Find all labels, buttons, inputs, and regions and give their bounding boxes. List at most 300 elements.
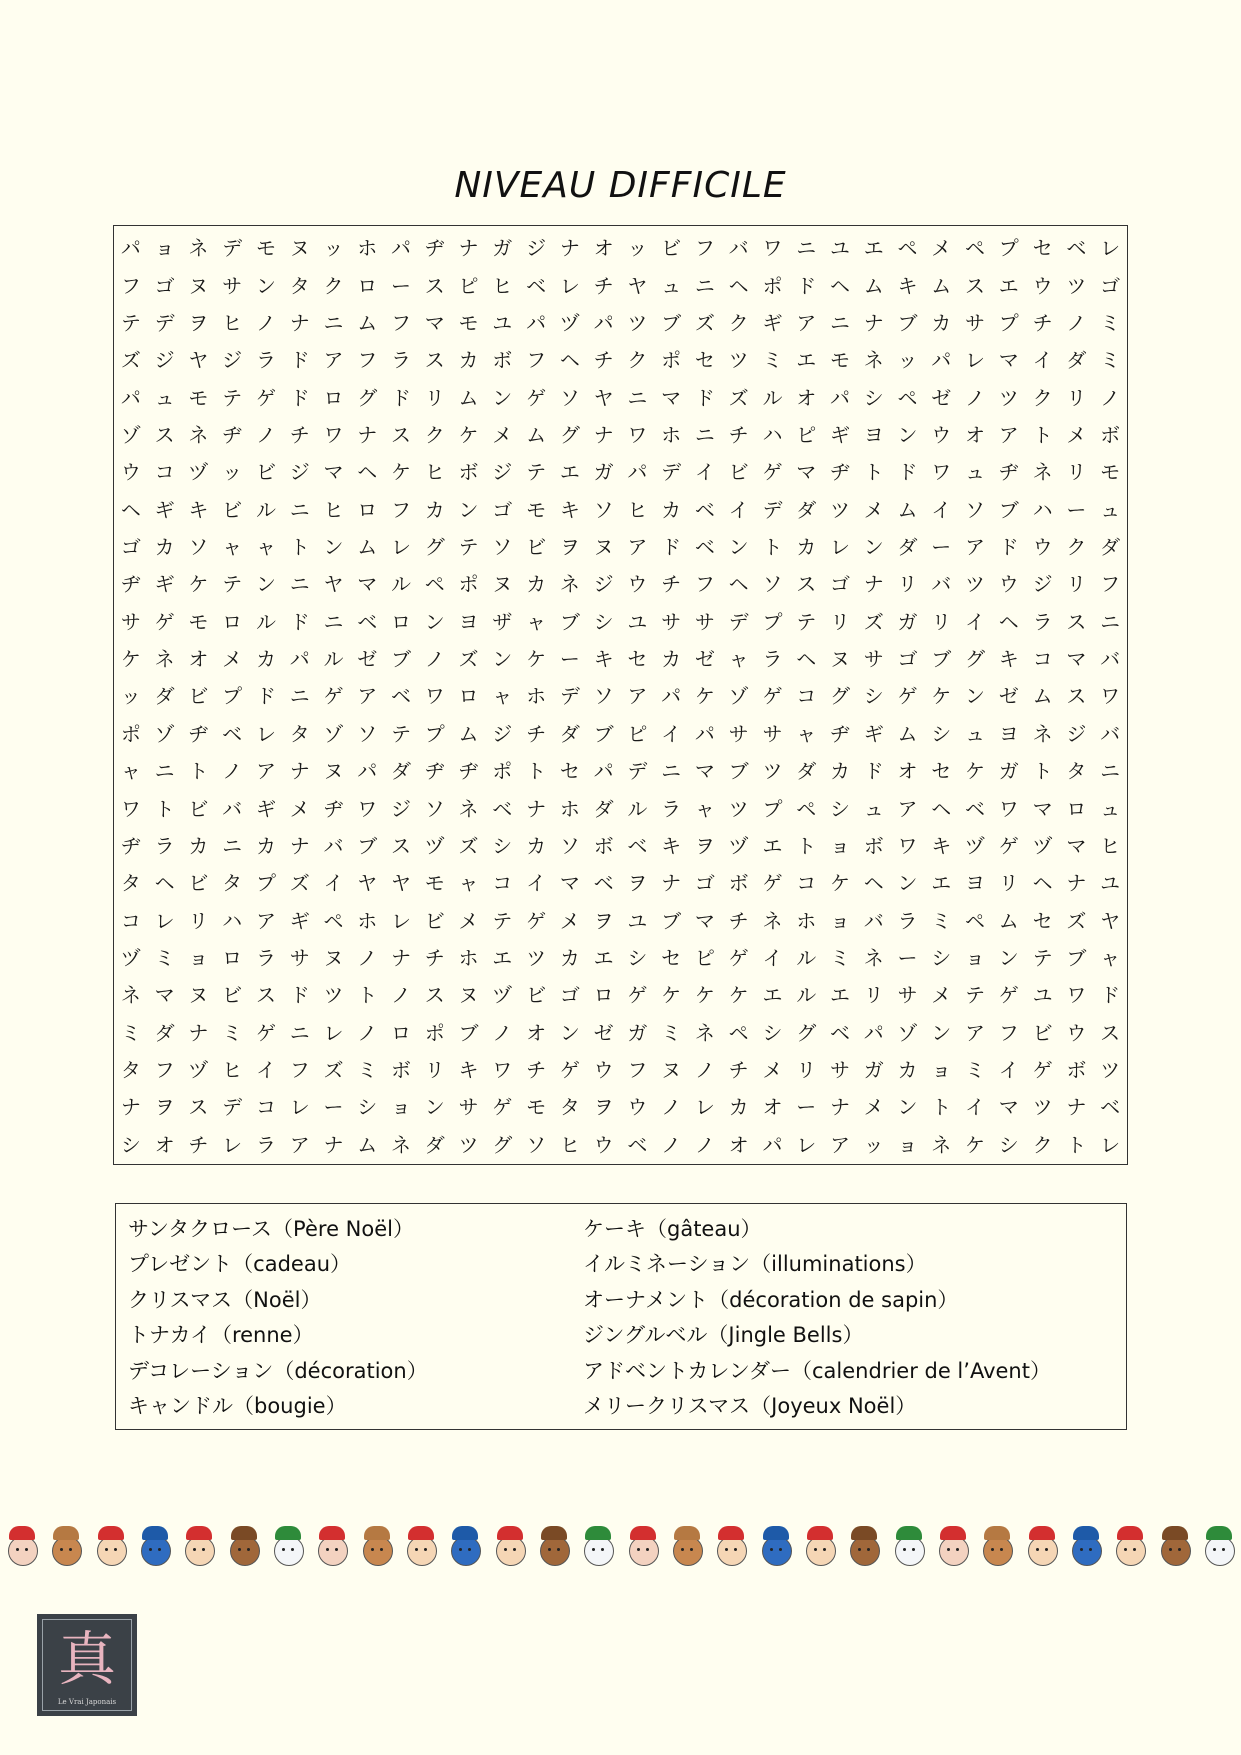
- grid-cell: ジ: [1066, 721, 1087, 746]
- grid-cell: ベ: [357, 609, 378, 634]
- grid-cell: ビ: [526, 535, 547, 560]
- grid-cell: ト: [154, 796, 175, 821]
- grid-cell: ア: [829, 1132, 850, 1157]
- word-list-item: デコレーション（décoration）: [128, 1358, 428, 1383]
- elf-face-icon: [712, 1524, 750, 1568]
- grid-cell: ヤ: [627, 273, 648, 298]
- grid-cell: ナ: [120, 1095, 141, 1120]
- grid-cell: ロ: [357, 273, 378, 298]
- grid-cell: サ: [661, 609, 682, 634]
- grid-cell: ナ: [289, 310, 310, 335]
- grid-cell: ヂ: [222, 422, 243, 447]
- grid-cell: ダ: [391, 759, 411, 784]
- grid-cell: ッ: [222, 460, 243, 485]
- grid-cell: シ: [863, 684, 884, 709]
- grid-cell: ン: [931, 1020, 952, 1045]
- grid-cell: ビ: [188, 796, 209, 821]
- grid-cell: ラ: [255, 1132, 276, 1157]
- grid-cell: デ: [661, 460, 682, 485]
- grid-cell: ド: [391, 385, 411, 410]
- grid-cell: ム: [357, 535, 378, 560]
- grid-cell: ツ: [1066, 273, 1087, 298]
- grid-cell: ネ: [1032, 460, 1053, 485]
- grid-cell: ベ: [1100, 1095, 1121, 1120]
- grid-cell: ボ: [492, 348, 513, 373]
- grid-cell: レ: [154, 908, 175, 933]
- grid-cell: ケ: [458, 422, 479, 447]
- grid-cell: ウ: [998, 572, 1019, 597]
- grid-cell: ゲ: [762, 871, 783, 896]
- grid-cell: ト: [863, 460, 884, 485]
- grid-cell: メ: [762, 1058, 783, 1083]
- grid-cell: ヘ: [559, 348, 580, 373]
- grid-cell: エ: [931, 871, 952, 896]
- grid-cell: ュ: [863, 796, 884, 821]
- penguin-face-icon: [1067, 1524, 1105, 1568]
- grid-cell: ナ: [357, 422, 378, 447]
- grid-cell: パ: [627, 460, 648, 485]
- grid-cell: モ: [424, 871, 445, 896]
- grid-cell: ゲ: [255, 385, 276, 410]
- word-list-item: メリークリスマス（Joyeux Noël）: [583, 1394, 917, 1419]
- grid-cell: ャ: [1100, 946, 1121, 970]
- word-search-grid: [113, 225, 1128, 1165]
- grid-cell: ペ: [323, 908, 344, 933]
- girl-face-icon: [801, 1524, 839, 1568]
- grid-cell: ン: [492, 647, 513, 672]
- grid-cell: ベ: [492, 796, 513, 821]
- grid-cell: ッ: [120, 684, 141, 709]
- grid-cell: サ: [762, 721, 783, 746]
- grid-cell: ン: [424, 1095, 445, 1120]
- grid-cell: ツ: [526, 946, 547, 970]
- grid-cell: サ: [694, 609, 715, 634]
- grid-cell: ヂ: [998, 460, 1019, 485]
- grid-cell: ラ: [897, 908, 918, 933]
- grid-cell: ニ: [829, 310, 850, 335]
- grid-cell: ャ: [694, 796, 715, 821]
- grid-cell: ヂ: [120, 833, 141, 858]
- grid-cell: リ: [863, 983, 884, 1008]
- grid-cell: ワ: [424, 684, 445, 709]
- grid-cell: ド: [796, 273, 817, 298]
- grid-cell: メ: [1066, 422, 1087, 447]
- grid-cell: フ: [154, 1058, 175, 1083]
- grid-cell: ノ: [1066, 310, 1087, 335]
- grid-cell: ニ: [694, 273, 715, 298]
- grid-cell: モ: [829, 348, 850, 373]
- grid-cell: ノ: [222, 759, 243, 784]
- grid-cell: ム: [897, 721, 918, 746]
- grid-cell: カ: [188, 833, 209, 858]
- grid-cell: ラ: [391, 348, 411, 373]
- grid-cell: ヘ: [1032, 871, 1053, 896]
- grid-cell: ケ: [661, 983, 682, 1008]
- grid-cell: ノ: [661, 1095, 682, 1120]
- grid-cell: コ: [255, 1095, 276, 1120]
- grid-cell: ペ: [965, 236, 986, 261]
- grid-cell: ノ: [965, 385, 986, 410]
- grid-cell: ホ: [559, 796, 580, 821]
- grid-cell: マ: [694, 908, 715, 933]
- grid-cell: リ: [897, 572, 918, 597]
- grid-cell: フ: [120, 273, 141, 298]
- word-list-item: クリスマス（Noël）: [128, 1287, 322, 1312]
- grid-cell: マ: [796, 460, 817, 485]
- grid-cell: リ: [1066, 385, 1087, 410]
- grid-cell: ム: [357, 310, 378, 335]
- grid-cell: プ: [762, 609, 783, 634]
- grid-cell: ン: [728, 535, 749, 560]
- elf-face-icon: [402, 1524, 440, 1568]
- grid-cell: ウ: [1032, 535, 1053, 560]
- grid-cell: ム: [931, 273, 952, 298]
- logo-kanji: 真: [57, 1625, 116, 1693]
- grid-cell: ケ: [965, 759, 986, 784]
- word-list: [115, 1203, 1127, 1430]
- elf-face-icon: [92, 1524, 130, 1568]
- grid-cell: ツ: [1032, 1095, 1053, 1120]
- grid-cell: ワ: [627, 422, 648, 447]
- grid-cell: ダ: [897, 535, 918, 560]
- grid-cell: ョ: [829, 908, 850, 933]
- grid-cell: パ: [357, 759, 378, 784]
- grid-cell: ー: [323, 1095, 344, 1120]
- grid-cell: ク: [728, 310, 749, 335]
- grid-cell: ジ: [391, 796, 411, 821]
- grid-cell: パ: [120, 236, 141, 261]
- grid-cell: ホ: [526, 684, 547, 709]
- grid-cell: ア: [627, 684, 648, 709]
- grid-cell: ソ: [188, 535, 209, 560]
- grid-cell: ビ: [424, 908, 445, 933]
- grid-cell: チ: [1032, 310, 1053, 335]
- grid-cell: ネ: [863, 348, 884, 373]
- grid-cell: ポ: [424, 1020, 445, 1045]
- grid-cell: ウ: [627, 1095, 648, 1120]
- grid-cell: ニ: [323, 310, 344, 335]
- grid-cell: ネ: [458, 796, 479, 821]
- grid-cell: デ: [728, 609, 749, 634]
- grid-cell: ヌ: [188, 983, 209, 1008]
- grid-cell: ト: [762, 535, 783, 560]
- penguin-face-icon: [757, 1524, 795, 1568]
- gingerbread-face-icon: [358, 1524, 396, 1568]
- grid-cell: ボ: [863, 833, 884, 858]
- grid-cell: ダ: [154, 684, 175, 709]
- grid-cell: ダ: [593, 796, 614, 821]
- grid-cell: ム: [357, 1132, 378, 1157]
- grid-cell: テ: [1032, 946, 1053, 970]
- grid-cell: パ: [863, 1020, 884, 1045]
- christmas-character-strip: [0, 1520, 1241, 1572]
- grid-cell: ズ: [458, 647, 479, 672]
- grid-cell: ピ: [627, 721, 648, 746]
- grid-cell: ュ: [965, 460, 986, 485]
- grid-cell: ゲ: [627, 983, 648, 1008]
- grid-cell: ハ: [762, 422, 783, 447]
- grid-cell: ク: [1032, 385, 1053, 410]
- grid-cell: メ: [931, 236, 952, 261]
- reindeer-face-icon: [225, 1524, 263, 1568]
- grid-cell: ヌ: [323, 946, 344, 970]
- grid-cell: ン: [897, 1095, 918, 1120]
- grid-cell: ム: [1032, 684, 1053, 709]
- grid-cell: メ: [559, 908, 580, 933]
- grid-cell: ヨ: [998, 721, 1019, 746]
- grid-cell: リ: [424, 385, 445, 410]
- grid-cell: グ: [357, 385, 378, 410]
- grid-cell: ナ: [559, 236, 580, 261]
- girl-face-icon: [1111, 1524, 1149, 1568]
- grid-cell: ナ: [1066, 1095, 1087, 1120]
- grid-cell: モ: [1100, 460, 1121, 485]
- grid-cell: イ: [694, 460, 715, 485]
- grid-cell: ュ: [1100, 796, 1121, 821]
- grid-cell: レ: [694, 1095, 715, 1120]
- grid-cell: ヲ: [627, 871, 648, 896]
- grid-cell: ロ: [357, 497, 378, 522]
- grid-cell: パ: [120, 385, 141, 410]
- grid-cell: ウ: [1032, 273, 1053, 298]
- grid-cell: ガ: [863, 1058, 884, 1083]
- grid-cell: ナ: [458, 236, 479, 261]
- grid-cell: ナ: [661, 871, 682, 896]
- grid-cell: マ: [998, 348, 1019, 373]
- grid-cell: ズ: [1066, 908, 1087, 933]
- grid-cell: ク: [1032, 1132, 1053, 1157]
- grid-cell: ツ: [728, 348, 749, 373]
- grid-cell: カ: [526, 833, 547, 858]
- grid-cell: ス: [255, 983, 276, 1008]
- grid-cell: ッ: [627, 236, 648, 261]
- grid-cell: プ: [998, 236, 1019, 261]
- grid-cell: ブ: [391, 647, 411, 672]
- grid-cell: ノ: [694, 1058, 715, 1083]
- grid-cell: タ: [289, 721, 310, 746]
- grid-cell: マ: [1032, 796, 1053, 821]
- grid-cell: ツ: [458, 1132, 479, 1157]
- grid-cell: ノ: [391, 983, 411, 1008]
- grid-cell: ミ: [762, 348, 783, 373]
- grid-cell: シ: [357, 1095, 378, 1120]
- grid-cell: ブ: [897, 310, 918, 335]
- grid-cell: ヂ: [424, 759, 445, 784]
- grid-cell: テ: [391, 721, 411, 746]
- grid-cell: ャ: [120, 759, 141, 784]
- grid-cell: ゲ: [154, 609, 175, 634]
- grid-cell: ア: [965, 1020, 986, 1045]
- grid-cell: バ: [728, 236, 749, 261]
- grid-cell: オ: [593, 236, 614, 261]
- grid-cell: ヘ: [863, 871, 884, 896]
- grid-cell: フ: [526, 348, 547, 373]
- grid-cell: ニ: [323, 609, 344, 634]
- grid-cell: テ: [458, 535, 479, 560]
- grid-cell: ト: [1032, 422, 1053, 447]
- grid-cell: ワ: [762, 236, 783, 261]
- grid-cell: オ: [728, 1132, 749, 1157]
- grid-cell: フ: [694, 572, 715, 597]
- grid-cell: パ: [661, 684, 682, 709]
- grid-cell: ギ: [154, 497, 175, 522]
- grid-cell: ョ: [391, 1095, 411, 1120]
- grid-cell: ギ: [289, 908, 310, 933]
- grid-cell: ギ: [829, 422, 850, 447]
- grid-cell: ポ: [661, 348, 682, 373]
- grid-cell: キ: [188, 497, 209, 522]
- grid-cell: マ: [661, 385, 682, 410]
- grid-cell: ガ: [627, 1020, 648, 1045]
- grid-cell: テ: [526, 460, 547, 485]
- grid-cell: ウ: [120, 460, 141, 485]
- grid-cell: ツ: [728, 796, 749, 821]
- grid-cell: セ: [1032, 236, 1053, 261]
- grid-cell: チ: [728, 908, 749, 933]
- grid-cell: シ: [863, 385, 884, 410]
- grid-cell: キ: [593, 647, 614, 672]
- logo-brand: Le Vrai Japonais: [57, 1698, 117, 1706]
- grid-cell: タ: [559, 1095, 580, 1120]
- grid-cell: ジ: [593, 572, 614, 597]
- grid-cell: ュ: [154, 385, 175, 410]
- grid-cell: ョ: [154, 236, 175, 261]
- grid-cell: ス: [424, 273, 445, 298]
- grid-cell: ナ: [863, 572, 884, 597]
- grid-cell: タ: [1066, 759, 1087, 784]
- grid-cell: ゼ: [694, 647, 715, 672]
- grid-cell: イ: [1032, 348, 1053, 373]
- grid-cell: ウ: [931, 422, 952, 447]
- grid-cell: ヌ: [458, 983, 479, 1008]
- penguin-face-icon: [446, 1524, 484, 1568]
- grid-cell: ニ: [289, 684, 310, 709]
- grid-cell: デ: [154, 310, 175, 335]
- grid-cell: シ: [762, 1020, 783, 1045]
- grid-cell: ト: [357, 983, 378, 1008]
- grid-cell: リ: [1066, 572, 1087, 597]
- grid-cell: シ: [931, 721, 952, 746]
- grid-cell: ン: [559, 1020, 580, 1045]
- grid-cell: ア: [255, 908, 276, 933]
- grid-cell: ス: [391, 422, 411, 447]
- grid-cell: ノ: [357, 946, 378, 970]
- grid-cell: チ: [593, 273, 614, 298]
- grid-cell: ギ: [762, 310, 783, 335]
- grid-cell: ガ: [492, 236, 513, 261]
- grid-cell: リ: [998, 871, 1019, 896]
- grid-cell: ワ: [897, 833, 918, 858]
- grid-cell: ボ: [458, 460, 479, 485]
- grid-cell: エ: [762, 833, 783, 858]
- grid-cell: ペ: [728, 1020, 749, 1045]
- grid-cell: ニ: [1100, 759, 1121, 784]
- grid-cell: ワ: [492, 1058, 513, 1083]
- grid-cell: ホ: [357, 908, 378, 933]
- grid-cell: ド: [863, 759, 884, 784]
- grid-cell: ユ: [627, 609, 648, 634]
- grid-cell: ー: [559, 647, 580, 672]
- grid-cell: ャ: [728, 647, 749, 672]
- grid-cell: ヌ: [323, 759, 344, 784]
- grid-cell: バ: [1100, 647, 1121, 672]
- grid-cell: ニ: [289, 1020, 310, 1045]
- grid-cell: リ: [424, 1058, 445, 1083]
- grid-cell: イ: [965, 1095, 986, 1120]
- grid-cell: ル: [323, 647, 344, 672]
- grid-cell: ヅ: [120, 946, 141, 970]
- grid-cell: デ: [222, 236, 243, 261]
- grid-cell: ニ: [661, 759, 682, 784]
- grid-cell: ン: [255, 273, 276, 298]
- grid-cell: ヘ: [154, 871, 175, 896]
- grid-cell: ク: [424, 422, 445, 447]
- girl-face-icon: [180, 1524, 218, 1568]
- grid-cell: シ: [998, 1132, 1019, 1157]
- grid-cell: ヂ: [829, 721, 850, 746]
- grid-cell: レ: [391, 908, 411, 933]
- grid-cell: ペ: [796, 796, 817, 821]
- grid-cell: パ: [829, 385, 850, 410]
- snowman-face-icon: [890, 1524, 928, 1568]
- grid-cell: ニ: [222, 833, 243, 858]
- grid-cell: ヌ: [661, 1058, 682, 1083]
- grid-cell: ガ: [593, 460, 614, 485]
- grid-cell: ダ: [154, 1020, 175, 1045]
- grid-cell: ム: [998, 908, 1019, 933]
- grid-cell: ズ: [863, 609, 884, 634]
- grid-cell: ニ: [289, 497, 310, 522]
- grid-cell: ノ: [357, 1020, 378, 1045]
- grid-cell: ソ: [526, 1132, 547, 1157]
- grid-cell: ヘ: [998, 609, 1019, 634]
- grid-cell: ケ: [694, 684, 715, 709]
- grid-cell: ヨ: [965, 871, 986, 896]
- grid-cell: チ: [728, 422, 749, 447]
- grid-cell: サ: [863, 647, 884, 672]
- grid-cell: ジ: [526, 236, 547, 261]
- word-list-item: ジングルベル（Jingle Bells）: [583, 1323, 864, 1348]
- grid-cell: ワ: [120, 796, 141, 821]
- brand-logo: [37, 1614, 137, 1716]
- grid-cell: ヲ: [154, 1095, 175, 1120]
- grid-cell: ム: [863, 273, 884, 298]
- grid-cell: イ: [762, 946, 783, 970]
- grid-cell: ネ: [188, 422, 209, 447]
- grid-cell: リ: [188, 908, 209, 933]
- gingerbread-face-icon: [47, 1524, 85, 1568]
- grid-cell: ダ: [796, 497, 817, 522]
- grid-cell: ゲ: [998, 833, 1019, 858]
- grid-cell: ア: [627, 535, 648, 560]
- grid-cell: マ: [559, 871, 580, 896]
- grid-cell: ノ: [424, 647, 445, 672]
- grid-cell: レ: [391, 535, 411, 560]
- grid-cell: コ: [120, 908, 141, 933]
- grid-cell: ワ: [1100, 684, 1121, 709]
- grid-cell: ペ: [965, 908, 986, 933]
- grid-cell: ヒ: [559, 1132, 580, 1157]
- grid-cell: グ: [492, 1132, 513, 1157]
- grid-cell: ア: [323, 348, 344, 373]
- grid-cell: ア: [289, 1132, 310, 1157]
- grid-cell: ヒ: [222, 1058, 243, 1083]
- grid-cell: パ: [593, 310, 614, 335]
- grid-cell: ダ: [796, 759, 817, 784]
- grid-cell: ト: [1066, 1132, 1087, 1157]
- grid-cell: コ: [154, 460, 175, 485]
- grid-cell: ヲ: [694, 833, 715, 858]
